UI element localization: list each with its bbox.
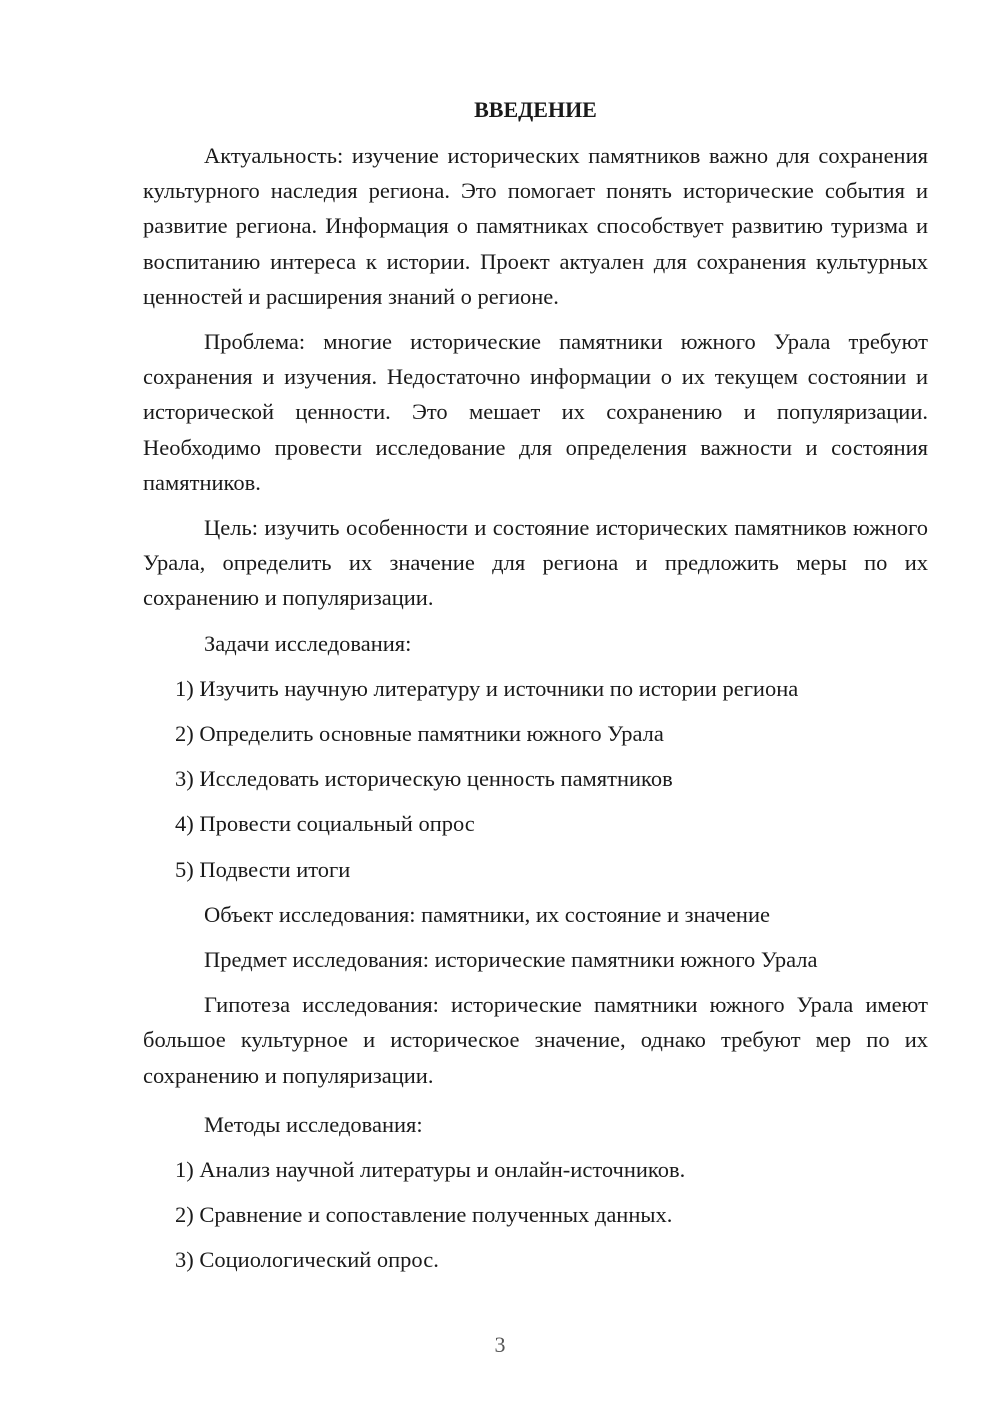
list-item: 4) Провести социальный опрос — [175, 811, 475, 837]
page-number: 3 — [494, 1332, 506, 1357]
page-title: ВВЕДЕНИЕ — [474, 97, 597, 122]
object-line: Объект исследования: памятники, их состояние и значение — [204, 901, 771, 927]
methods-list — [143, 1152, 928, 1278]
goal-paragraph: Цель: изучить особенности и состояние исторических памятников южного Урала, определить их значение для региона и предложить меры по их сохранению и популяризации. — [143, 515, 928, 611]
list-item: 1) Анализ научной литературы и онлайн-источников. — [175, 1157, 686, 1183]
problem-paragraph: Проблема: многие исторические памятники южного Урала требуют сохранения и изучения. Недостаточно информации о их текущем состоянии и исторической ценности. Это мешает их сохранению и популяризации. Необходимо провести исследование для определения важности и состояния памятников. — [143, 329, 928, 495]
list-item: 2) Сравнение и сопоставление полученных данных. — [175, 1202, 673, 1228]
list-item: 2) Определить основные памятники южного Урала — [175, 721, 664, 747]
list-item: 3) Исследовать историческую ценность памятников — [175, 766, 673, 792]
tasks-heading: Задачи исследования: — [204, 630, 412, 656]
subject-line: Предмет исследования: исторические памятники южного Урала — [204, 947, 818, 973]
hypothesis-paragraph: Гипотеза исследования: исторические памятники южного Урала имеют большое культурное и историческое значение, однако требуют мер по их сохранению и популяризации. — [143, 992, 928, 1088]
methods-heading: Методы исследования: — [204, 1111, 423, 1137]
list-item: 3) Социологический опрос. — [175, 1247, 439, 1273]
list-item: 5) Подвести итоги — [175, 856, 351, 882]
relevance-paragraph: Актуальность: изучение исторических памятников важно для сохранения культурного наследия региона. Это помогает понять исторические события и развитие региона. Информация о памятниках способствует развитию туризма и воспитанию интереса к истории. Проект актуален для сохранения культурных ценностей и расширения знаний о регионе. — [143, 143, 928, 309]
list-item: 1) Изучить научную литературу и источники по истории региона — [175, 675, 799, 701]
tasks-list — [143, 671, 928, 887]
document-page — [143, 94, 928, 1278]
